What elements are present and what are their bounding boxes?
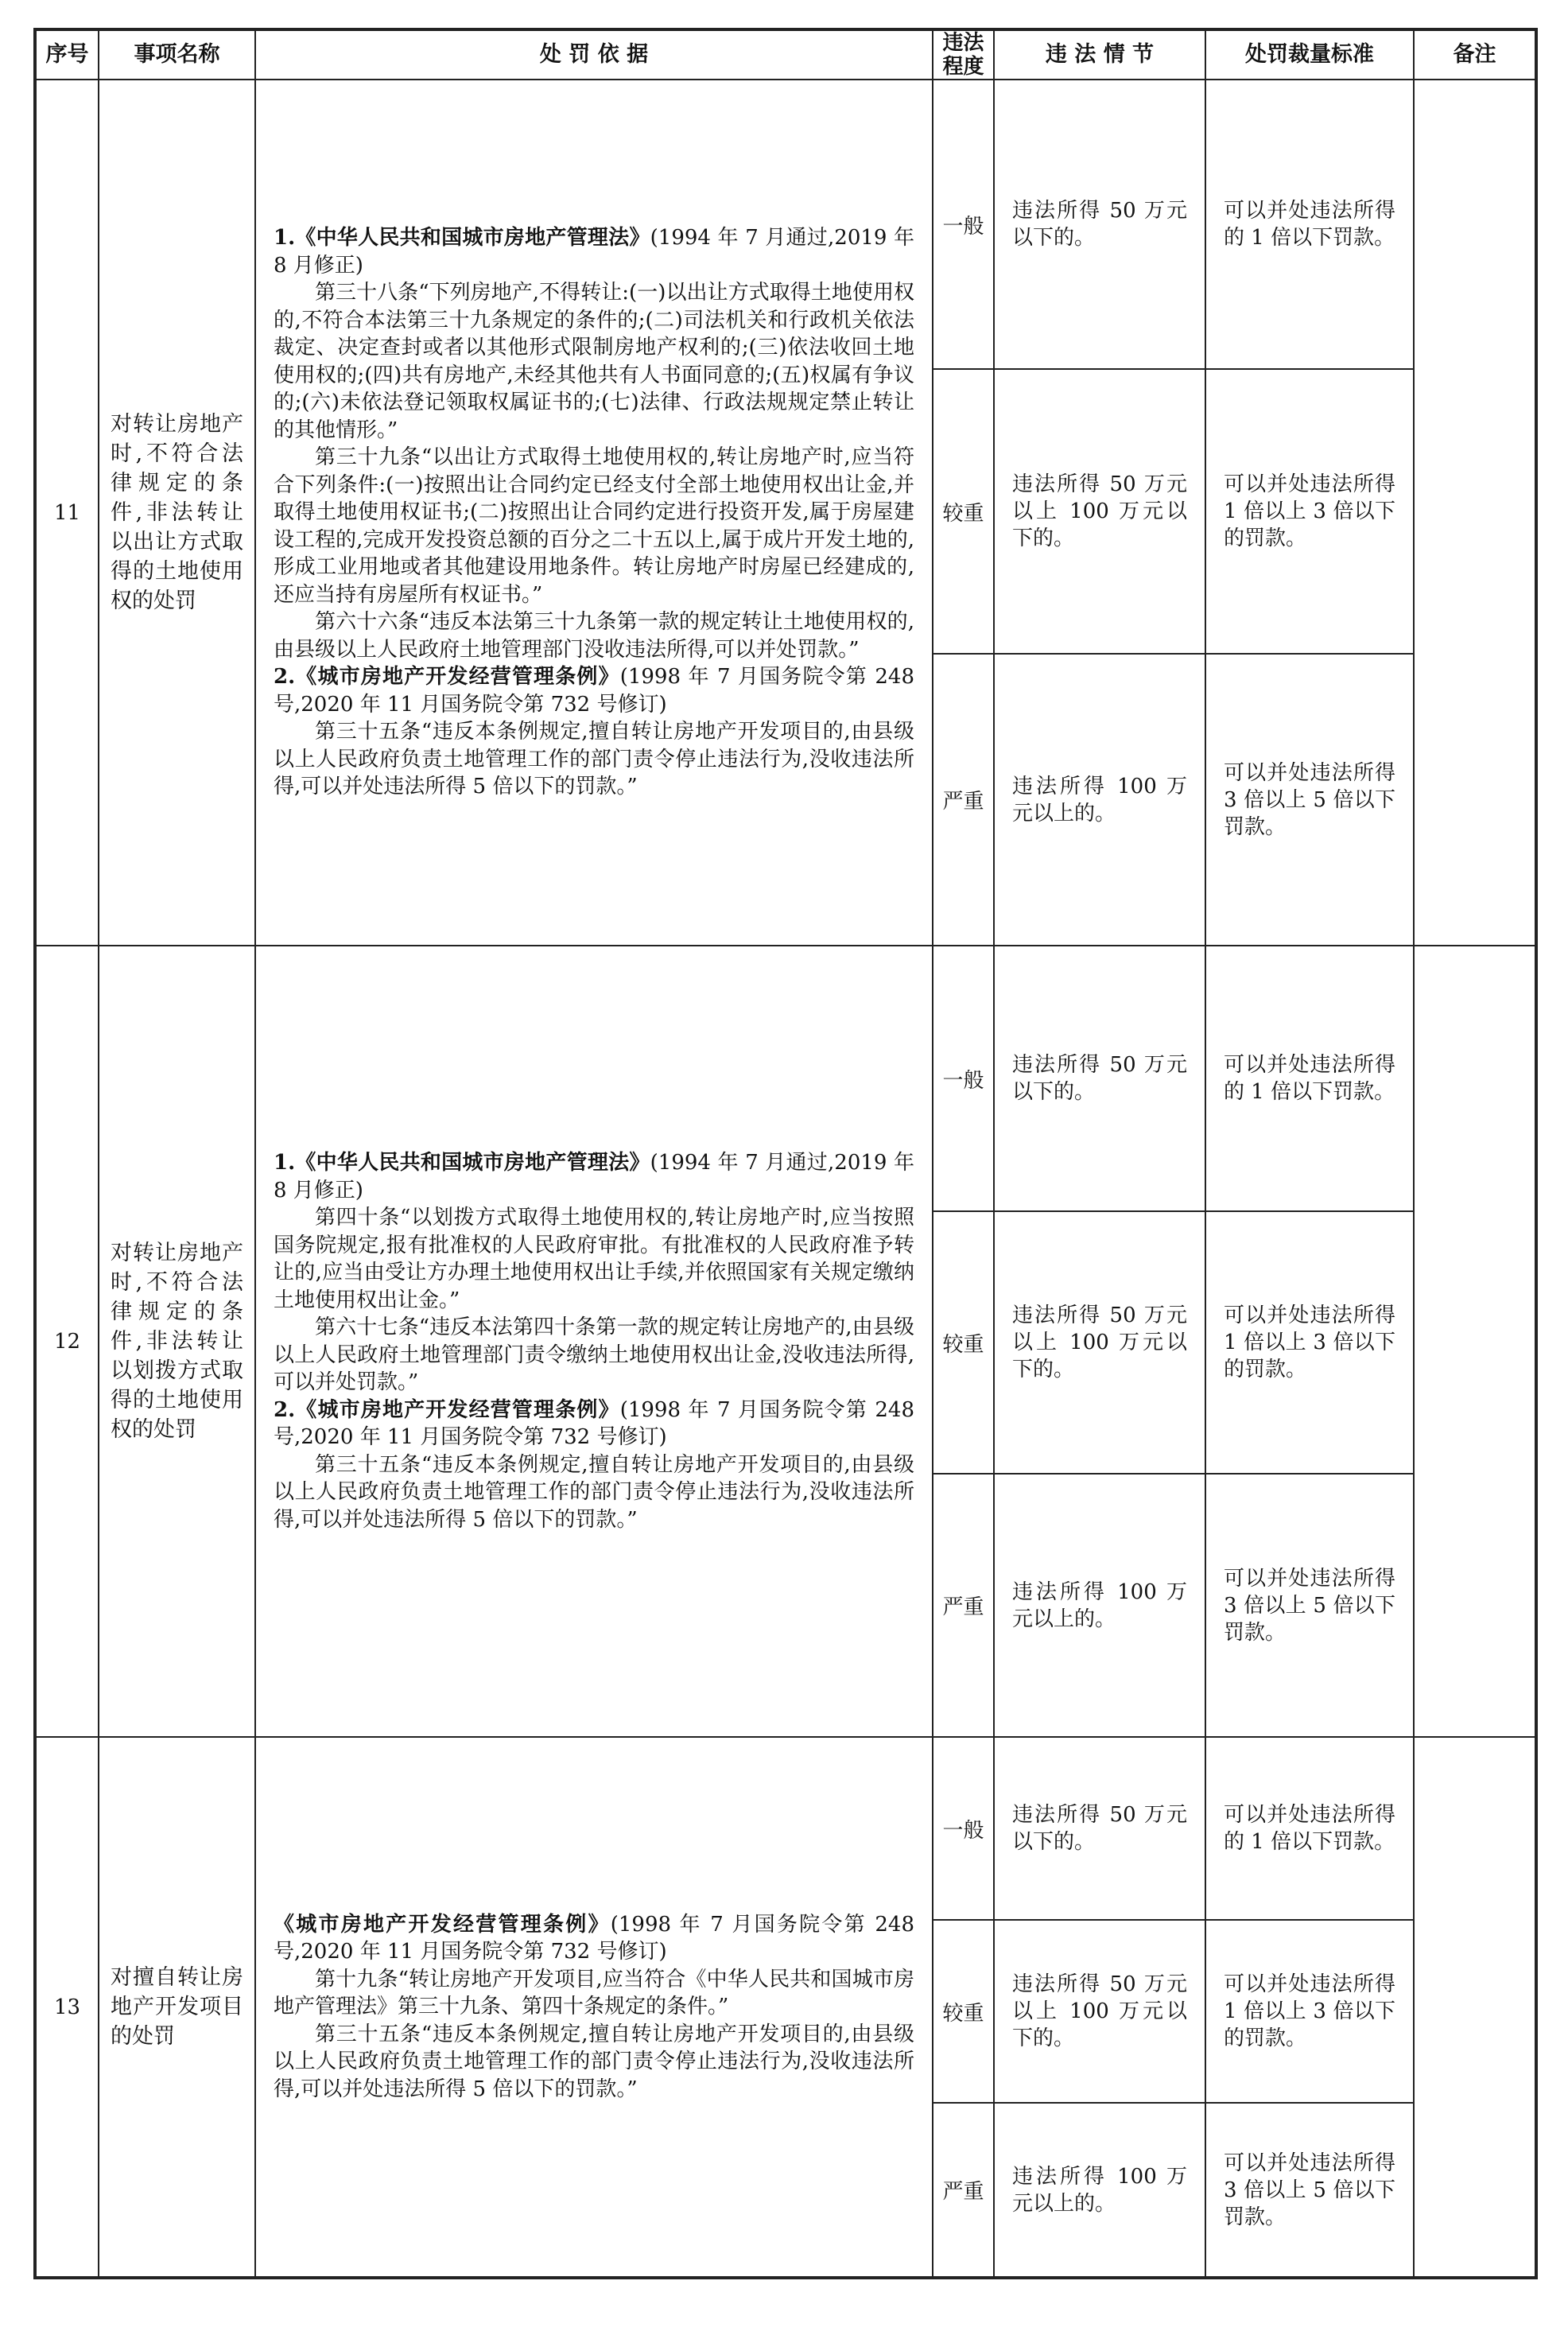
penalty-standard: 可以并处违法所得 3 倍以上 5 倍以下罚款。 [1205,2103,1414,2278]
law-title: 2.《城市房地产开发经营管理条例》 [274,1397,620,1422]
table-row [35,80,1536,369]
violation-level: 严重 [933,1474,994,1737]
violation-circumstance: 违法所得 100 万元以上的。 [994,1474,1205,1737]
law-article: 第四十条“以划拨方式取得土地使用权的,转让房地产时,应当按照国务院规定,报有批准权的人民政府审批。有批准权的人民政府准予转让的,应当由受让方办理土地使用权出让手续,并依照国家有关规定缴纳土地使用权出让金。” [274,1206,914,1312]
violation-level: 一般 [933,1737,994,1920]
header-no: 序号 [35,29,99,80]
item-name: 对擅自转让房地产开发项目的处罚 [99,1737,255,2278]
violation-level: 严重 [933,2103,994,2278]
row-number: 11 [35,80,99,946]
item-name: 对转让房地产时,不符合法律规定的条件,非法转让以划拨方式取得的土地使用权的处罚 [99,946,255,1737]
violation-level: 较重 [933,1920,994,2103]
violation-circumstance: 违法所得 50 万元以下的。 [994,1737,1205,1920]
violation-circumstance: 违法所得 100 万元以上的。 [994,2103,1205,2278]
violation-circumstance: 违法所得 50 万元以上 100 万元以下的。 [994,1920,1205,2103]
header-level: 违法程度 [933,29,994,80]
violation-level: 较重 [933,1211,994,1474]
penalty-basis [255,946,933,1737]
penalty-standard: 可以并处违法所得的 1 倍以下罚款。 [1205,946,1414,1211]
law-meta: (1998 年 7 月国务院令第 248 号,2020 年 11 月国务院令第 732 号修订) [274,1397,914,1449]
header-note: 备注 [1414,29,1536,80]
law-title: 1.《中华人民共和国城市房地产管理法》 [274,1151,650,1175]
note-cell [1414,80,1536,946]
note-cell [1414,946,1536,1737]
law-article: 第六十六条“违反本法第三十九条第一款的规定转让土地使用权的,由县级以上人民政府土地管理部门没收违法所得,可以并处罚款。” [274,610,914,662]
law-title: 《城市房地产开发经营管理条例》 [274,1912,611,1937]
penalty-standard: 可以并处违法所得 1 倍以上 3 倍以下的罚款。 [1205,1920,1414,2103]
penalty-basis [255,80,933,946]
violation-circumstance: 违法所得 50 万元以上 100 万元以下的。 [994,1211,1205,1474]
table-header-row [35,29,1536,80]
law-article: 第三十五条“违反本条例规定,擅自转让房地产开发项目的,由县级以上人民政府负责土地管理工作的部门责令停止违法行为,没收违法所得,可以并处违法所得 5 倍以下的罚款。” [274,1452,914,1532]
table-row [35,1737,1536,1920]
law-meta: (1998 年 7 月国务院令第 248 号,2020 年 11 月国务院令第 732 号修订) [274,665,914,717]
penalty-standard: 可以并处违法所得 3 倍以上 5 倍以下罚款。 [1205,654,1414,946]
law-article: 第六十七条“违反本法第四十条第一款的规定转让房地产的,由县级以上人民政府土地管理部门责令缴纳土地使用权出让金,没收违法所得,可以并处罚款。” [274,1315,914,1394]
law-article: 第三十九条“以出让方式取得土地使用权的,转让房地产时,应当符合下列条件:(一)按照出让合同约定已经支付全部土地使用权出让金,并取得土地使用权证书;(二)按照出让合同约定进行投资开发,属于房屋建设工程的,完成开发投资总额的百分之二十五以上,属于成片开发土地的,形成工业用地或者其他建设用地条件。转让房地产时房屋已经建成的,还应当持有房屋所有权证书。” [274,445,914,607]
violation-circumstance: 违法所得 50 万元以下的。 [994,946,1205,1211]
law-article: 第三十五条“违反本条例规定,擅自转让房地产开发项目的,由县级以上人民政府负责土地管理工作的部门责令停止违法行为,没收违法所得,可以并处违法所得 5 倍以下的罚款。” [274,2022,914,2101]
violation-level: 一般 [933,80,994,369]
row-number: 13 [35,1737,99,2278]
law-meta: (1994 年 7 月通过,2019 年 8 月修正) [274,226,914,278]
note-cell [1414,1737,1536,2278]
law-article: 第三十八条“下列房地产,不得转让:(一)以出让方式取得土地使用权的,不符合本法第三十九条规定的条件的;(二)司法机关和行政机关依法裁定、决定查封或者以其他形式限制房地产权利的;(三)依法收回土地使用权的;(四)共有房地产,未经其他共有人书面同意的;(五)权属有争议的;(六)未依法登记领取权属证书的;(七)法律、行政法规规定禁止转让的其他情形。” [274,281,914,442]
penalty-standard: 可以并处违法所得 3 倍以上 5 倍以下罚款。 [1205,1474,1414,1737]
law-meta: (1998 年 7 月国务院令第 248 号,2020 年 11 月国务院令第 732 号修订) [274,1912,914,1964]
violation-level: 一般 [933,946,994,1211]
document-page [33,28,1535,2279]
law-title: 1.《中华人民共和国城市房地产管理法》 [274,226,650,251]
violation-circumstance: 违法所得 50 万元以下的。 [994,80,1205,369]
penalty-standard: 可以并处违法所得 1 倍以上 3 倍以下的罚款。 [1205,1211,1414,1474]
header-name: 事项名称 [99,29,255,80]
violation-level: 较重 [933,369,994,654]
header-basis: 处 罚 依 据 [255,29,933,80]
violation-level: 严重 [933,654,994,946]
violation-circumstance: 违法所得 100 万元以上的。 [994,654,1205,946]
penalty-table [33,28,1538,2279]
law-title: 2.《城市房地产开发经营管理条例》 [274,665,620,690]
penalty-standard: 可以并处违法所得 1 倍以上 3 倍以下的罚款。 [1205,369,1414,654]
item-name: 对转让房地产时,不符合法律规定的条件,非法转让以出让方式取得的土地使用权的处罚 [99,80,255,946]
violation-circumstance: 违法所得 50 万元以上 100 万元以下的。 [994,369,1205,654]
header-circumstance: 违 法 情 节 [994,29,1205,80]
law-article: 第三十五条“违反本条例规定,擅自转让房地产开发项目的,由县级以上人民政府负责土地管理工作的部门责令停止违法行为,没收违法所得,可以并处违法所得 5 倍以下的罚款。” [274,720,914,799]
row-number: 12 [35,946,99,1737]
penalty-standard: 可以并处违法所得的 1 倍以下罚款。 [1205,80,1414,369]
penalty-standard: 可以并处违法所得的 1 倍以下罚款。 [1205,1737,1414,1920]
law-article: 第十九条“转让房地产开发项目,应当符合《中华人民共和国城市房地产管理法》第三十九条、第四十条规定的条件。” [274,1967,914,2019]
table-row [35,946,1536,1211]
header-standard: 处罚裁量标准 [1205,29,1414,80]
penalty-basis [255,1737,933,2278]
law-meta: (1994 年 7 月通过,2019 年 8 月修正) [274,1151,914,1203]
